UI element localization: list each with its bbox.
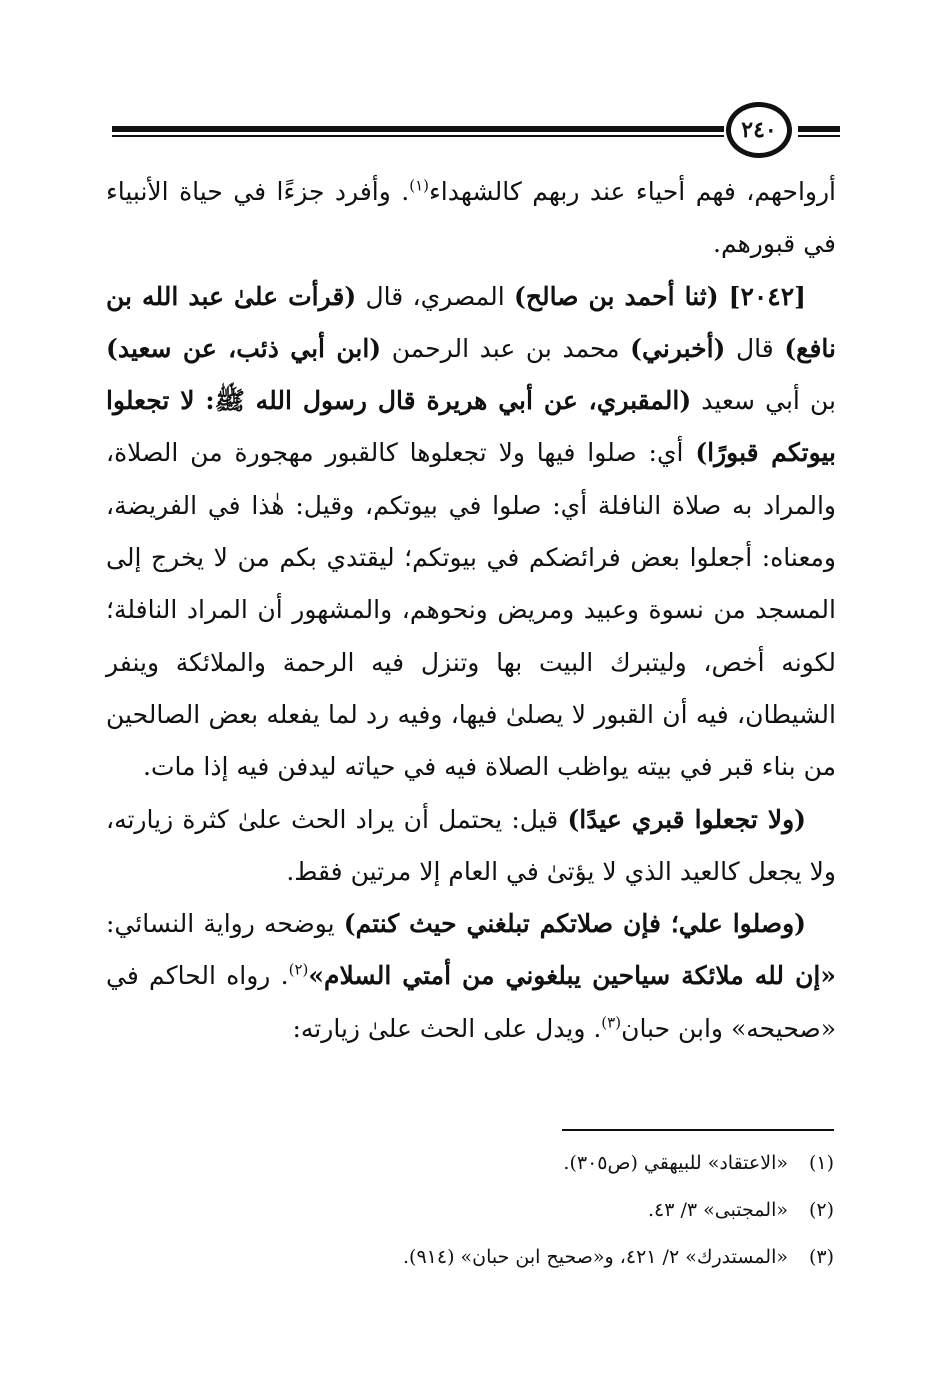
footnote-2 <box>300 1187 834 1234</box>
header-rule-right-thick <box>798 126 840 132</box>
chain-text: (أخبرني) <box>630 333 726 363</box>
footnote-number: (١) <box>808 1152 834 1174</box>
footnotes <box>300 1140 834 1281</box>
text-run: بن أبي سعيد <box>691 386 836 416</box>
footnote-ref-2[interactable]: (٢) <box>288 961 309 980</box>
header-rule-thick <box>112 126 724 132</box>
chain-text: (قرأت علىٰ عبد الله بن نافع) <box>106 281 836 363</box>
footnote-1 <box>300 1140 834 1187</box>
footnote-text: «المستدرك» ٢/ ٤٢١، و«صحيح ابن حبان» (٩١٤). <box>403 1246 788 1268</box>
footnote-text: «الاعتقاد» للبيهقي (ص٣٠٥). <box>563 1152 788 1174</box>
hadith-text: (ولا تجعلوا قبري عيدًا) <box>567 804 806 834</box>
footnote-3 <box>300 1234 834 1281</box>
paragraph-4 <box>106 898 836 1055</box>
body-text <box>106 166 836 1055</box>
hadith-number-chain: [٢٠٤٢] (ثنا أحمد بن صالح) <box>514 281 807 311</box>
text-run: . وأفرد جزءًا في حياة الأنبياء في قبورهم. <box>106 177 836 259</box>
chain-text: (ابن أبي ذئب، عن سعيد) <box>106 333 382 363</box>
header-rule-right-thin <box>798 135 840 137</box>
paragraph-3 <box>106 794 836 899</box>
footnote-number: (٢) <box>808 1199 834 1221</box>
header-rule-thin <box>112 135 724 137</box>
page-number: ٢٤٠ <box>726 102 792 158</box>
footnote-number: (٣) <box>808 1246 834 1268</box>
text-run: . رواه الحاكم في «صحيحه» وابن حبان <box>106 961 836 1043</box>
footnote-ref-1[interactable]: (١) <box>409 176 429 195</box>
commentary-text: أي: صلوا فيها ولا تجعلوها كالقبور مهجورة من الصلاة، والمراد به صلاة النافلة أي: صلوا في بيوتكم، وقيل: هٰذا في الفريضة، ومعناه: أجعلوا بعض فرائضكم في بيوتكم؛ ليقتدي بكم من لا يخرج إلى المسجد من نسوة وعبيد ومريض ونحوهم، والمشهور أن المراد النافلة؛ لكونه أخص، وليتبرك البيت بها وتنزل فيه الرحمة والملائكة وينفر الشيطان، فيه أن القبور لا يصلىٰ فيها، وفيه رد لما يفعله بعض الصالحين من بناء قبر في بيته يواظب الصلاة فيه في حياته ليدفن فيه إذا مات. <box>106 438 836 782</box>
text-run: يوضحه رواية النسائي: <box>106 909 344 939</box>
text-run: المصري، قال <box>356 281 514 311</box>
text-run: قال <box>725 333 785 363</box>
text-run: . ويدل على الحث علىٰ زيارته: <box>292 1013 602 1043</box>
text-run: أرواحهم، فهم أحياء عند ربهم كالشهداء <box>429 177 837 206</box>
quoted-hadith: «إن لله ملائكة سياحين يبلغوني من أمتي السلام» <box>308 961 837 991</box>
hadith-text: (وصلوا علي؛ فإن صلاتكم تبلغني حيث كنتم) <box>343 909 806 939</box>
footnote-ref-3[interactable]: (٣) <box>601 1013 622 1032</box>
hadith-text: (المقبري، عن أبي هريرة قال رسول الله ﷺ: لا تجعلوا بيوتكم قبورًا) <box>106 386 837 468</box>
paragraph-2 <box>106 271 836 794</box>
footnote-separator <box>562 1129 834 1131</box>
page-header <box>112 102 840 164</box>
text-run: محمد بن عبد الرحمن <box>381 333 631 363</box>
footnote-text: «المجتبى» ٣/ ٤٣. <box>647 1199 788 1221</box>
paragraph-1 <box>106 166 836 271</box>
commentary-text: قيل: يحتمل أن يراد الحث علىٰ كثرة زيارته، ولا يجعل كالعيد الذي لا يؤتىٰ في العام إلا مرتين فقط. <box>106 804 836 886</box>
